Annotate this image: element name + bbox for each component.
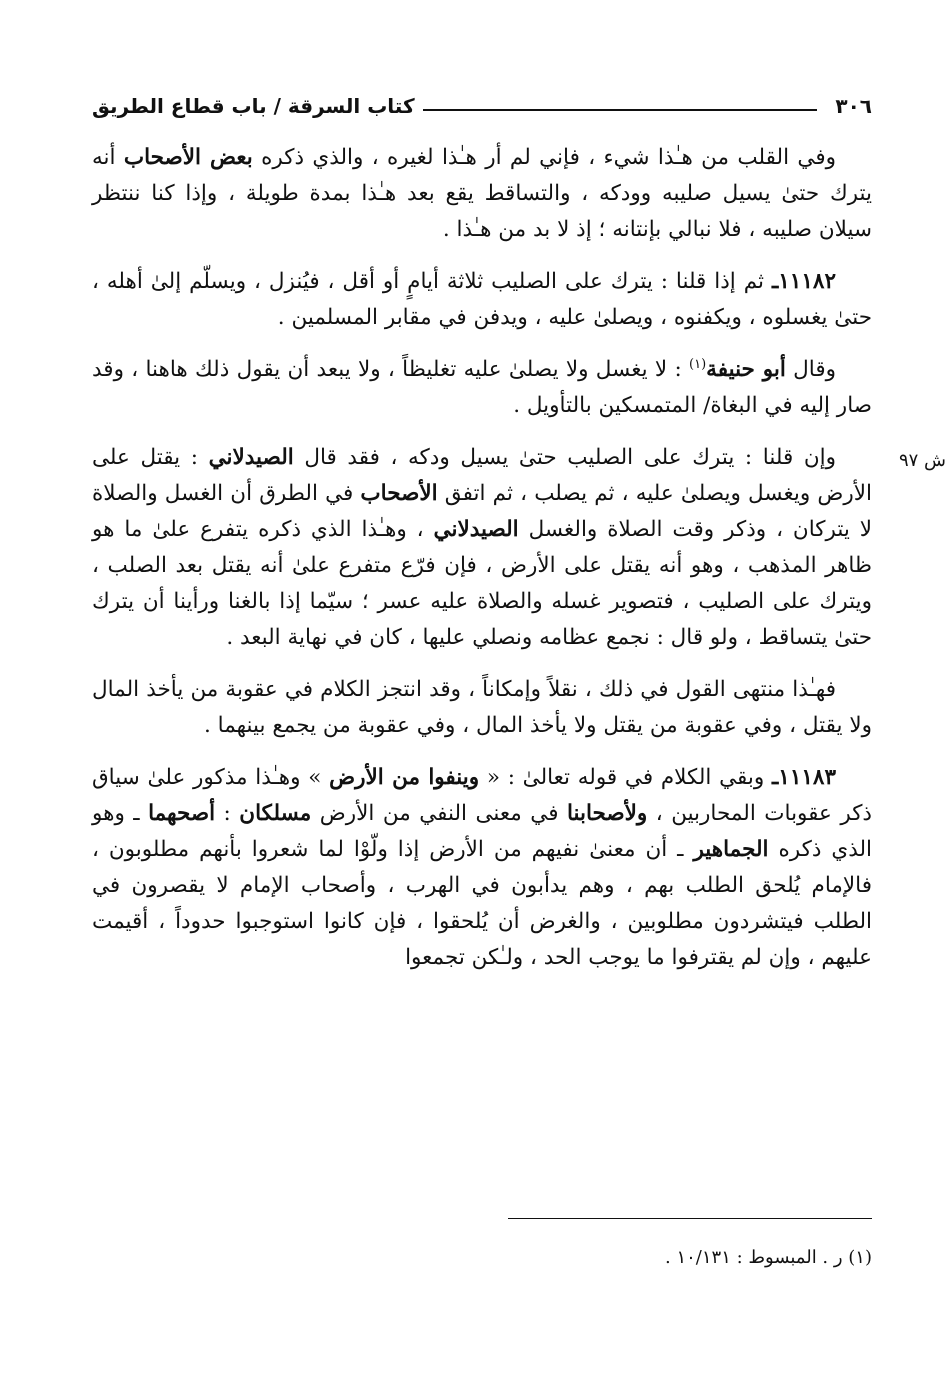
- text-run: » وهـٰذا مذكور علىٰ سياق ذكر عقوبات المحاربين ،: [92, 765, 873, 826]
- text-run: في معنى النفي من الأرض: [311, 801, 567, 826]
- text-run: : لا يغسل ولا يصلىٰ عليه تغليظاً ، ولا يبعد أن يقول ذلك هاهنا ، وقد صار إليه في البغاة/ المتمسكين بالتأويل .: [92, 357, 872, 418]
- text-run: في الطرق أن الغسل والصلاة لا يتركان ، وذكر وقت الصلاة والغسل: [92, 481, 873, 542]
- text-run: ، وهـٰذا الذي ذكره يتفرع علىٰ ما هو ظاهر المذهب ، وهو أنه يقتل على الأرض ، فإن فرّع متفرع علىٰ أنه يقتل بعد الصلب ، ويترك على الصليب ، فتصوير غسله والصلاة عليه عسر ؛ سيّما إذا بالغنا ورأينا أن يترك حتىٰ يتساقط ، ولو قال : نجمع عظامه ونصلي عليها ، كان في نهاية البعد .: [92, 517, 872, 650]
- bold-term: أصحهما: [148, 801, 216, 826]
- running-title: كتاب السرقة / باب قطاع الطريق: [92, 94, 415, 118]
- paragraph: [92, 264, 872, 336]
- paragraph-number: ١١١٨٢ـ: [771, 269, 836, 294]
- bold-term: الأصحاب: [360, 481, 438, 506]
- bold-term: الصيدلاني: [433, 517, 519, 542]
- text-run: ـ وهو الذي ذكره: [92, 801, 872, 862]
- bold-term: وينفوا من الأرض: [329, 765, 480, 790]
- bold-term: ولأصحابنا: [566, 801, 648, 826]
- footnote-marker: (١): [689, 356, 707, 372]
- margin-folio-note: ش ٩٧: [898, 450, 946, 471]
- page-number: ٣٠٦: [835, 94, 872, 118]
- text-run: :: [215, 801, 240, 826]
- text-run: فهـٰذا منتهى القول في ذلك ، نقلاً وإمكاناً ، وقد انتجز الكلام في عقوبة من يأخذ المال ولا يقتل ، وفي عقوبة من يقتل ولا يأخذ المال ، وفي عقوبة من يجمع بينهما .: [92, 677, 872, 738]
- text-run: وبقي الكلام في قوله تعالىٰ : «: [479, 765, 772, 790]
- bold-term: أبو حنيفة: [706, 357, 786, 382]
- bold-term: الصيدلاني: [208, 445, 294, 470]
- header-rule: [423, 109, 818, 111]
- main-text: [92, 140, 872, 992]
- paragraph: [92, 140, 872, 248]
- running-header: [92, 78, 872, 118]
- paragraph-number: ١١١٨٣ـ: [771, 765, 837, 790]
- text-run: : يقتل على الأرض ويغسل ويصلىٰ عليه ، ثم يصلب ، ثم اتفق: [92, 445, 872, 506]
- text-run: وإن قلنا : يترك على الصليب حتىٰ يسيل ودكه ، فقد قال: [293, 445, 836, 470]
- bold-term: بعض الأصحاب: [123, 145, 253, 170]
- paragraph: [92, 672, 872, 744]
- text-run: ـ أن معنىٰ نفيهم من الأرض إذا ولّوْا لما شعروا بأنهم مطلوبون ، فالإمام يُلحق الطلب بهم ، وهم يدأبون في الهرب ، وأصحاب الإمام لا يقصرون في الطلب فيتشردون مطلوبين ، والغرض أن يُلحقوا ، فإن كانوا استوجبوا حدوداً ، أقيمت عليهم ، وإن لم يقترفوا ما يوجب الحد ، ولـٰكن تجمعوا: [92, 837, 872, 970]
- bold-term: مسلكان: [239, 801, 312, 826]
- text-run: وقال: [785, 357, 836, 382]
- text-run: أنه يترك حتىٰ يسيل صليبه وودكه ، والتساقط يقع بعد هـٰذا بمدة طويلة ، وإذا كنا ننتظر سيلان صليبه ، فلا نبالي بإنتانه ؛ إذ لا بد من هـٰذا .: [92, 145, 872, 242]
- bold-term: الجماهير: [693, 837, 769, 862]
- paragraph: [92, 760, 872, 976]
- paragraph: [92, 440, 872, 656]
- text-run: وفي القلب من هـٰذا شيء ، فإني لم أر هـٰذا لغيره ، والذي ذكره: [252, 145, 836, 170]
- paragraph: [92, 352, 872, 424]
- text-run: ثم إذا قلنا : يترك على الصليب ثلاثة أيامٍ أو أقل ، فيُنزل ، ويسلّم إلىٰ أهله ، حتىٰ يغسلوه ، ويكفنوه ، ويصلىٰ عليه ، ويدفن في مقابر المسلمين .: [92, 269, 872, 330]
- footnote-rule: [508, 1218, 872, 1219]
- footnote: (١) ر . المبسوط : ١٠/١٣١ .: [665, 1247, 872, 1268]
